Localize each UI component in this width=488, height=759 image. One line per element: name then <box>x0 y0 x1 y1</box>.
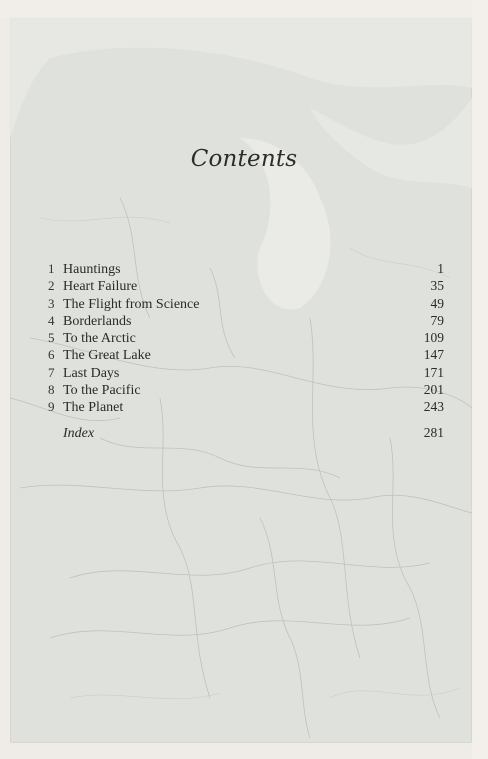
toc-row[interactable] <box>48 296 444 313</box>
toc-row[interactable] <box>48 313 444 330</box>
chapter-number: 1 <box>48 261 55 276</box>
chapter-number: 8 <box>48 382 55 398</box>
chapter-title: To the Pacific <box>63 383 141 399</box>
chapter-page-number: 1 <box>437 261 444 276</box>
chapter-page-number: 35 <box>430 278 444 294</box>
chapter-page-number: 79 <box>430 312 444 328</box>
chapter-number: 4 <box>48 312 55 328</box>
toc-row[interactable] <box>48 347 444 364</box>
page-top-margin <box>0 0 488 18</box>
toc-row[interactable] <box>48 261 444 278</box>
chapter-title: The Flight from Science <box>63 296 200 312</box>
chapter-title: Heart Failure <box>63 279 138 295</box>
index-label: Index <box>63 426 95 441</box>
chapter-title: To the Arctic <box>63 331 136 347</box>
table-of-contents <box>48 261 444 417</box>
chapter-title: Last Days <box>63 365 120 381</box>
chapter-title: The Great Lake <box>63 348 151 364</box>
toc-row[interactable] <box>48 330 444 347</box>
chapter-number: 5 <box>48 330 55 346</box>
toc-row[interactable] <box>48 382 444 399</box>
chapter-page-number: 201 <box>423 382 444 398</box>
chapter-number: 7 <box>48 364 55 380</box>
chapter-page-number: 109 <box>423 330 444 346</box>
chapter-number: 3 <box>48 295 55 311</box>
chapter-number: 2 <box>48 278 55 294</box>
chapter-page-number: 49 <box>430 295 444 311</box>
page-right-margin <box>472 0 488 759</box>
chapter-title: Hauntings <box>63 262 121 277</box>
index-page-number: 281 <box>423 425 444 440</box>
chapter-page-number: 147 <box>423 347 444 363</box>
toc-row[interactable] <box>48 365 444 382</box>
chapter-number: 6 <box>48 347 55 363</box>
toc-row[interactable] <box>48 399 444 416</box>
page-title: Contents <box>190 146 298 172</box>
toc-index-row[interactable] <box>48 425 444 442</box>
chapter-number: 9 <box>48 399 55 415</box>
chapter-page-number: 243 <box>423 399 444 415</box>
chapter-title: Borderlands <box>63 313 132 329</box>
toc-row[interactable] <box>48 278 444 295</box>
chapter-page-number: 171 <box>423 364 444 380</box>
chapter-title: The Planet <box>63 400 124 416</box>
